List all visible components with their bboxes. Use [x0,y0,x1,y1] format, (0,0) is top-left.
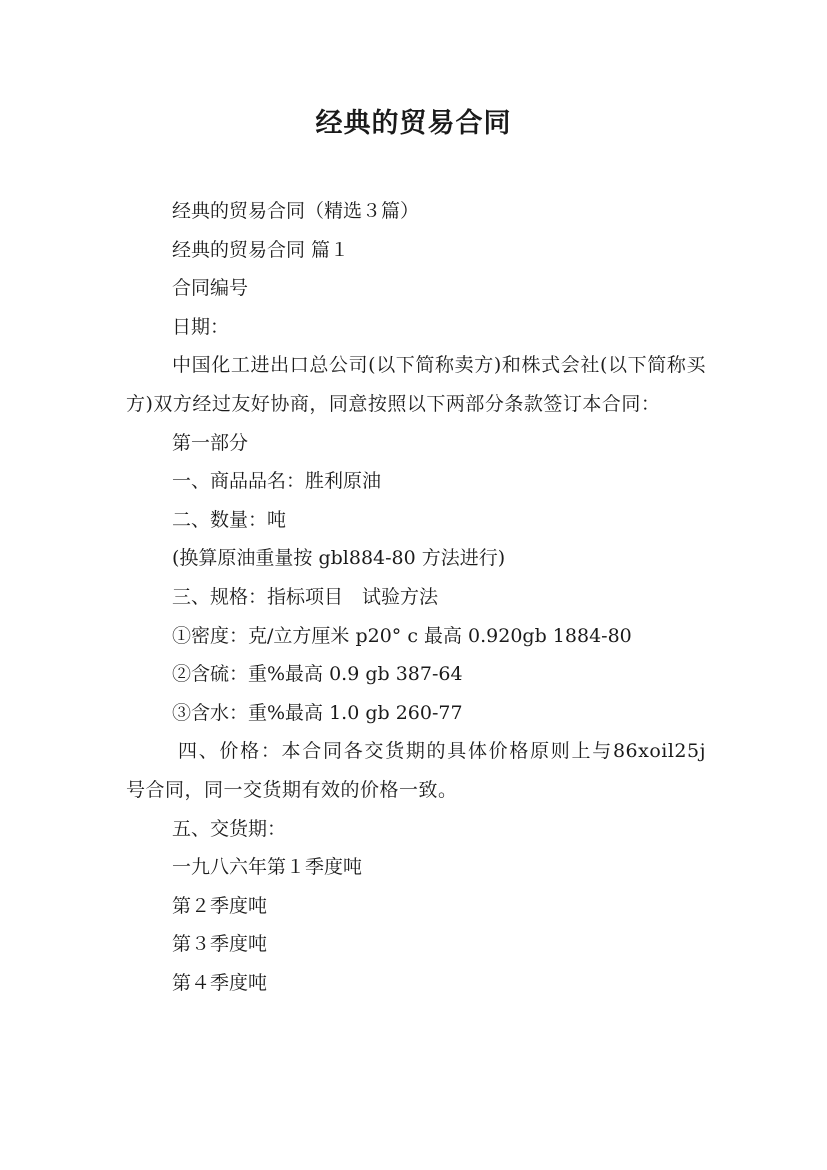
document-body [126,192,706,1002]
paragraph: 第２季度吨 [172,894,268,917]
paragraph: 日期： [172,315,230,338]
paragraph: 五、交货期： [172,817,287,840]
paragraph: 第３季度吨 [172,933,268,956]
paragraph: 一九八六年第１季度吨 [172,856,363,879]
paragraph: ②含硫：重%最高 0.9 gb 387-64 [172,663,463,686]
paragraph: 四、价格：本合同各交货期的具体价格原则上与86xoil25j 号合同，同一交货期有效的价格一致。 [126,740,706,801]
paragraph: 中国化工进出口总公司(以下简称卖方)和株式会社(以下简称买方)双方经过友好协商，同意按照以下两部分条款签订本合同： [126,354,706,415]
paragraph: 经典的贸易合同（精选３篇） [172,200,420,222]
paragraph: 二、数量：吨 [172,508,287,531]
paragraph: 第一部分 [172,431,249,454]
paragraph: 经典的贸易合同 篇１ [172,238,350,261]
paragraph: 合同编号 [172,277,249,300]
paragraph: 第４季度吨 [172,971,268,994]
paragraph: 一、商品品名：胜利原油 [172,470,382,493]
paragraph: ③含水：重%最高 1.0 gb 260-77 [172,701,463,724]
paragraph: (换算原油重量按 gbl884-80 方法进行) [172,547,506,570]
paragraph: ①密度：克/立方厘米 p20° c 最高 0.920gb 1884-80 [172,624,632,647]
paragraph: 三、规格：指标项目 试验方法 [172,585,439,608]
document-title: 经典的贸易合同 [315,108,512,139]
